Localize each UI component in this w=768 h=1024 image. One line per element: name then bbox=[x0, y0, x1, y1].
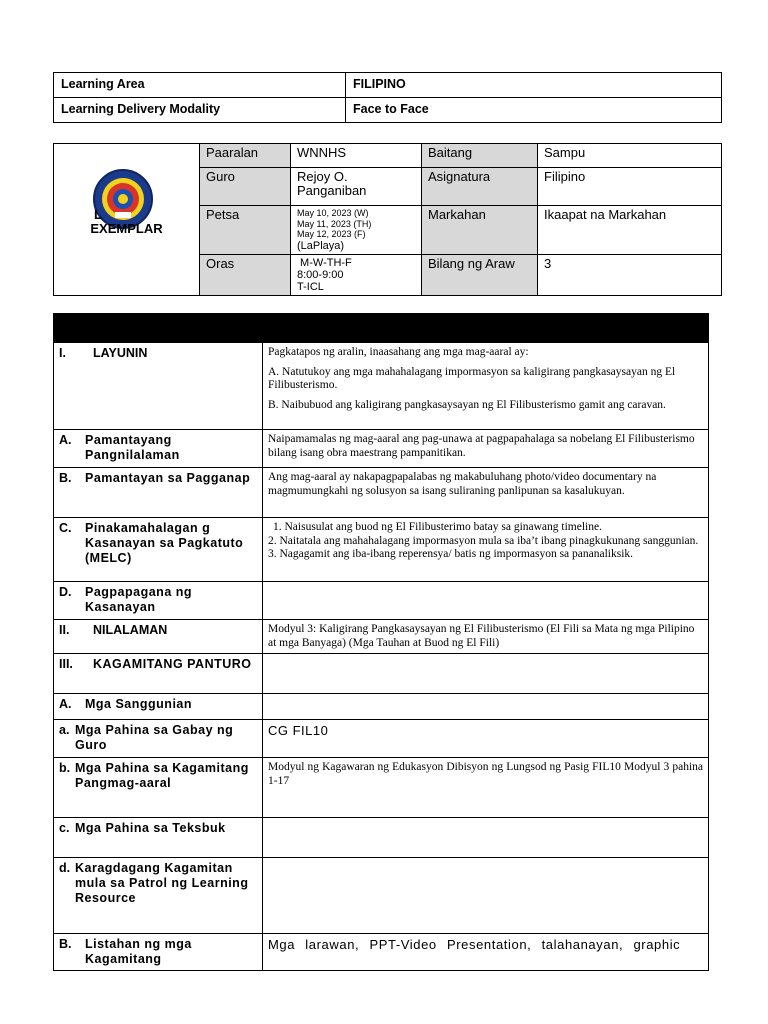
school-value: WNNHS bbox=[291, 144, 422, 168]
learner-materials-label: Mga Pahina sa Kagamitang Pangmag-aaral bbox=[75, 761, 249, 790]
subject-value: Filipino bbox=[538, 168, 722, 206]
skill-dev-label: Pagpapagana ng Kasanayan bbox=[85, 585, 193, 614]
info-table bbox=[53, 143, 722, 296]
objective-a: A. Natutukoy ang mga mahahalagang impormasyon sa kaligirang pangkasaysayan ng El Filibusterismo. bbox=[268, 365, 676, 391]
content-row bbox=[54, 620, 709, 654]
teacher-value-line1: Rejoy O. bbox=[297, 169, 348, 184]
additional-letter: d. bbox=[59, 861, 71, 875]
modality-label: Learning Delivery Modality bbox=[54, 98, 346, 123]
teacher-label: Guro bbox=[200, 168, 291, 206]
date-line4: (LaPlaya) bbox=[297, 239, 345, 252]
additional-text bbox=[263, 858, 709, 934]
content-text: Modyul 3: Kaligirang Pangkasaysayan ng El Filibusterismo (El Fili sa Mata ng mga Pilipino at mga Banyaga) (Mga Tauhan at Buod ng El Fili) bbox=[263, 620, 709, 654]
time-line1: M-W-TH-F bbox=[297, 256, 352, 269]
additional-label-cell bbox=[54, 858, 263, 934]
content-label-cell bbox=[54, 620, 263, 654]
content-standard-text: Naipamamalas ng mag-aaral ang pag-unawa at pagpapahalaga sa nobelang El Filibusterismo bilang isang obra maestrang pampanitikan. bbox=[263, 430, 709, 468]
content-num: II. bbox=[59, 623, 70, 637]
content-standard-row bbox=[54, 430, 709, 468]
days-label: Bilang ng Araw bbox=[422, 254, 538, 295]
date-label: Petsa bbox=[200, 206, 291, 255]
quarter-value: Ikaapat na Markahan bbox=[538, 206, 722, 255]
list-materials-label-cell bbox=[54, 934, 263, 971]
textbook-label-cell bbox=[54, 818, 263, 858]
performance-standard-label-cell bbox=[54, 468, 263, 518]
teacher-guide-letter: a. bbox=[59, 723, 70, 737]
learning-area-value: FILIPINO bbox=[346, 73, 722, 98]
materials-label-cell bbox=[54, 654, 263, 694]
additional-row bbox=[54, 858, 709, 934]
textbook-text bbox=[263, 818, 709, 858]
logo-text-l: L bbox=[94, 207, 102, 222]
references-text bbox=[263, 694, 709, 720]
learner-materials-letter: b. bbox=[59, 761, 71, 775]
additional-label: Karagdagang Kagamitan mula sa Patrol ng Learning Resource bbox=[75, 861, 249, 905]
textbook-row bbox=[54, 818, 709, 858]
modality-row bbox=[54, 98, 722, 123]
teacher-value-line2: Panganiban bbox=[297, 183, 367, 198]
objectives-num: I. bbox=[59, 346, 66, 360]
melc-item-2: 2. Naitatala ang mahahalagang impormasyon mula sa iba’t ibang pinagkukunang sanggunian. bbox=[268, 534, 699, 547]
objectives-text-cell bbox=[263, 343, 709, 430]
plan-header-bar bbox=[54, 314, 709, 343]
skill-dev-label-cell bbox=[54, 582, 263, 620]
date-line1: May 10, 2023 (W) bbox=[297, 208, 369, 218]
teacher-guide-label: Mga Pahina sa Gabay ng Guro bbox=[75, 723, 234, 752]
melc-label: Pinakamahalagan g Kasanayan sa Pagkatuto (MELC) bbox=[85, 521, 244, 565]
references-letter: A. bbox=[59, 697, 72, 711]
list-materials-row bbox=[54, 934, 709, 971]
learner-materials-text: Modyul ng Kagawaran ng Edukasyon Dibisyon ng Lungsod ng Pasig FIL10 Modyul 3 pahina 1-17 bbox=[263, 758, 709, 818]
melc-item-1: 1. Naisusulat ang buod ng El Filibusterimo batay sa ginawang timeline. bbox=[273, 521, 602, 533]
performance-standard-text: Ang mag-aaral ay nakapagpapalabas ng makabuluhang photo/video documentary na magmumungkahi ng solusyon sa isang suliraning panlipunan sa kasalukuyan. bbox=[263, 468, 709, 518]
learner-materials-row bbox=[54, 758, 709, 818]
header-table bbox=[53, 72, 722, 123]
melc-item-3: 3. Nagagamit ang iba-ibang reperensya/ batis ng impormasyon sa pananaliksik. bbox=[268, 548, 634, 560]
teacher-value bbox=[291, 168, 422, 206]
textbook-letter: c. bbox=[59, 821, 70, 835]
objectives-intro: Pagkatapos ng aralin, inaasahang ang mga mag-aaral ay: bbox=[268, 346, 529, 358]
content-label: NILALAMAN bbox=[93, 623, 168, 637]
date-line2: May 11, 2023 (TH) bbox=[297, 218, 372, 229]
melc-letter: C. bbox=[59, 521, 72, 535]
skill-dev-letter: D. bbox=[59, 585, 72, 599]
date-line3: May 12, 2023 (F) bbox=[297, 229, 366, 239]
teacher-guide-row bbox=[54, 720, 709, 758]
days-value: 3 bbox=[538, 254, 722, 295]
teacher-guide-label-cell bbox=[54, 720, 263, 758]
learning-area-label: Learning Area bbox=[54, 73, 346, 98]
content-standard-label: Pamantayang Pangnilalaman bbox=[85, 433, 180, 462]
textbook-label: Mga Pahina sa Teksbuk bbox=[75, 821, 226, 835]
learning-area-row bbox=[54, 73, 722, 98]
time-value bbox=[291, 254, 422, 295]
skill-dev-text bbox=[263, 582, 709, 620]
date-value bbox=[291, 206, 422, 255]
performance-standard-letter: B. bbox=[59, 471, 72, 485]
time-line3: T-ICL bbox=[297, 280, 324, 293]
melc-label-cell bbox=[54, 518, 263, 582]
materials-row bbox=[54, 654, 709, 694]
content-standard-letter: A. bbox=[59, 433, 72, 447]
melc-row bbox=[54, 518, 709, 582]
performance-standard-label: Pamantayan sa Pagganap bbox=[85, 471, 251, 485]
quarter-label: Markahan bbox=[422, 206, 538, 255]
skill-dev-row bbox=[54, 582, 709, 620]
logo-text-exemplar: EXEMPLAR bbox=[90, 221, 163, 236]
references-label: Mga Sanggunian bbox=[85, 697, 192, 711]
plan-header-cell bbox=[54, 314, 709, 343]
learner-materials-label-cell bbox=[54, 758, 263, 818]
time-label: Oras bbox=[200, 254, 291, 295]
grade-value: Sampu bbox=[538, 144, 722, 168]
objective-b: B. Naibubuod ang kaligirang pangkasaysayan ng El Filibusterismo gamit ang caravan. bbox=[268, 398, 666, 411]
materials-text bbox=[263, 654, 709, 694]
objectives-label-cell bbox=[54, 343, 263, 430]
materials-label: KAGAMITANG PANTURO bbox=[93, 657, 252, 671]
logo-cell bbox=[54, 144, 200, 296]
modality-value: Face to Face bbox=[346, 98, 722, 123]
list-materials-label: Listahan ng mga Kagamitang bbox=[85, 937, 192, 966]
time-line2: 8:00-9:00 bbox=[297, 268, 344, 281]
objectives-label: LAYUNIN bbox=[93, 346, 148, 360]
teacher-guide-text: CG FIL10 bbox=[263, 720, 709, 758]
grade-label: Baitang bbox=[422, 144, 538, 168]
content-standard-label-cell bbox=[54, 430, 263, 468]
performance-standard-row bbox=[54, 468, 709, 518]
list-materials-text: Mga larawan, PPT-Video Presentation, talahanayan, graphic bbox=[263, 934, 709, 971]
subject-label: Asignatura bbox=[422, 168, 538, 206]
melc-text-cell bbox=[263, 518, 709, 582]
lesson-plan-table bbox=[53, 313, 709, 971]
list-materials-letter: B. bbox=[59, 937, 72, 951]
school-label: Paaralan bbox=[200, 144, 291, 168]
materials-num: III. bbox=[59, 657, 73, 671]
objectives-row bbox=[54, 343, 709, 430]
references-row bbox=[54, 694, 709, 720]
references-label-cell bbox=[54, 694, 263, 720]
